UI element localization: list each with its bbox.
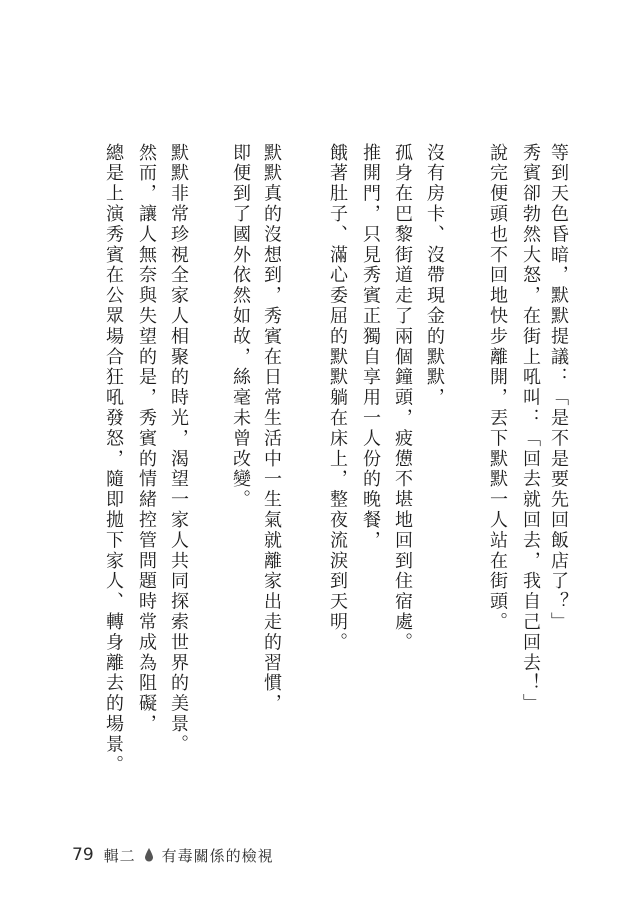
chapter-label: 輯二: [103, 846, 136, 865]
text-line: 等到天色昏暗，默默提議：「是不是要先回飯店了？」: [548, 143, 569, 633]
page-number: 79: [72, 845, 94, 865]
text-line: 餓著肚子、滿心委屈的默默躺在床上，整夜流淚到天明。: [327, 143, 348, 653]
text-line: 孤身在巴黎街道走了兩個鐘頭，疲憊不堪地回到住宿處。: [392, 143, 413, 653]
text-line: 推開門，只見秀賓正獨自享用一人份的晚餐，: [360, 143, 381, 551]
text-line: 沒有房卡、沒帶現金的默默，: [424, 143, 445, 409]
book-title: 有毒關係的檢視: [161, 846, 274, 865]
text-line: 默默非常珍視全家人相聚的時光，渴望一家人共同探索世界的美景。: [168, 143, 189, 755]
drop-icon: [144, 847, 154, 863]
text-line: 說完便頭也不回地快步離開，丟下默默一人站在街頭。: [487, 143, 508, 633]
text-line: 秀賓卻勃然大怒，在街上吼叫：「回去就回去，我自己回去！」: [520, 143, 541, 715]
page-footer: [72, 843, 274, 867]
text-line: 默默真的沒想到，秀賓在日常生活中一生氣就離家出走的習慣，: [261, 143, 282, 715]
text-line: 即便到了國外依然如故，絲毫未曾改變。: [230, 143, 251, 511]
text-line: 然而，讓人無奈與失望的是，秀賓的情緒控管問題時常成為阻礙，: [136, 143, 157, 735]
text-line: 總是上演秀賓在公眾場合狂吼發怒，隨即拋下家人、轉身離去的場景。: [103, 143, 124, 776]
